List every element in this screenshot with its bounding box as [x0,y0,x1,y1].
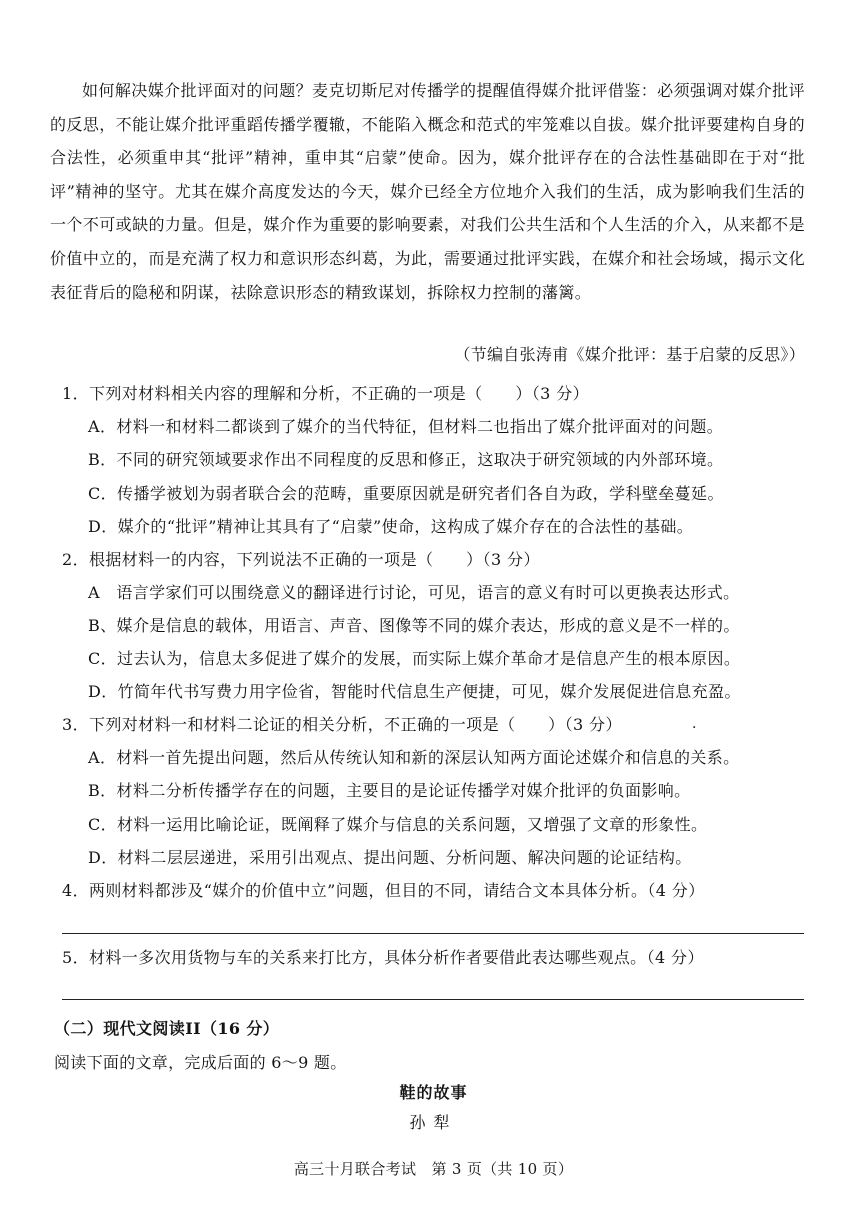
article-author: 孙犁 [409,1113,458,1132]
article-title: 鞋的故事 [399,1083,468,1102]
question-1-option-a: A．材料一和材料二都谈到了媒介的当代特征，但材料二也指出了媒介批评面对的问题。 [88,417,724,436]
stray-mark: . [692,716,697,732]
question-3-option-c: C．材料一运用比喻论证，既阐释了媒介与信息的关系问题，又增强了文章的形象性。 [88,815,708,834]
question-1-option-b: B．不同的研究领域要求作出不同程度的反思和修正，这取决于研究领域的内外部环境。 [88,450,724,469]
question-2-stem: 2．根据材料一的内容，下列说法不正确的一项是（ ）（3 分） [62,550,540,569]
answer-line-5[interactable] [62,999,804,1000]
question-3-option-a: A．材料一首先提出问题，然后从传统认知和新的深层认知两方面论述媒介和信息的关系。 [88,748,740,767]
question-2-option-c: C．过去认为，信息太多促进了媒介的发展，而实际上媒介革命才是信息产生的根本原因。 [88,649,741,668]
section-heading: （二）现代文阅读II（16 分） [54,1019,280,1038]
question-2-option-d: D．竹简年代书写费力用字俭省，智能时代信息生产便捷，可见，媒介发展促进信息充盈。 [88,682,741,701]
question-2-option-a: A 语言学家们可以围绕意义的翻译进行讨论，可见，语言的意义有时可以更换表达形式。 [88,583,740,602]
answer-line-4[interactable] [62,933,804,934]
page-footer: 高三十月联合考试 第 3 页（共 10 页） [293,1160,574,1178]
question-1-stem: 1．下列对材料相关内容的理解和分析，不正确的一项是（ ）（3 分） [62,384,590,403]
passage-paragraph: 如何解决媒介批评面对的问题？麦克切斯尼对传播学的提醒值得媒介批评借鉴：必须强调对媒介批评的反思，不能让媒介批评重蹈传播学覆辙，不能陷入概念和范式的牢笼难以自拔。媒介批评要建构自身的合法性，必须重申其“批评”精神，重申其“启蒙”使命。因为，媒介批评存在的合法性基础即在于对“批评”精神的坚守。尤其在媒介高度发达的今天，媒介已经全方位地介入我们的生活，成为影响我们生活的一个不可或缺的力量。但是，媒介作为重要的影响要素，对我们公共生活和个人生活的介入，从来都不是价值中立的，而是充满了权力和意识形态纠葛，为此，需要通过批评实践，在媒介和社会场域，揭示文化表征背后的隐秘和阴谋，祛除意识形态的精致谋划，拆除权力控制的藩篱。 [50,81,805,302]
question-3-stem: 3．下列对材料一和材料二论证的相关分析，不正确的一项是（ ）（3 分） [62,715,622,734]
question-3-option-d: D．材料二层层递进，采用引出观点、提出问题、分析问题、解决问题的论证结构。 [88,848,692,867]
question-1-option-d: D．媒介的“批评”精神让其具有了“启蒙”使命，这构成了媒介存在的合法性的基础。 [88,517,694,536]
question-4-stem: 4．两则材料都涉及“媒介的价值中立”问题，但目的不同，请结合文本具体分析。（4 分） [62,881,705,900]
question-5-stem: 5．材料一多次用货物与车的关系来打比方，具体分析作者要借此表达哪些观点。（4 分） [62,948,704,967]
passage-source: （节编自张涛甫《媒介批评：基于启蒙的反思》） [454,345,805,364]
section-intro: 阅读下面的文章，完成后面的 6～9 题。 [54,1053,347,1072]
question-3-option-b: B．材料二分析传播学存在的问题，主要目的是论证传播学对媒介批评的负面影响。 [88,781,691,800]
question-1-option-c: C．传播学被划为弱者联合会的范畴，重要原因就是研究者们各自为政，学科壁垒蔓延。 [88,484,724,503]
question-2-option-b: B、媒介是信息的载体，用语言、声音、图像等不同的媒介表达，形成的意义是不一样的。 [88,616,740,635]
